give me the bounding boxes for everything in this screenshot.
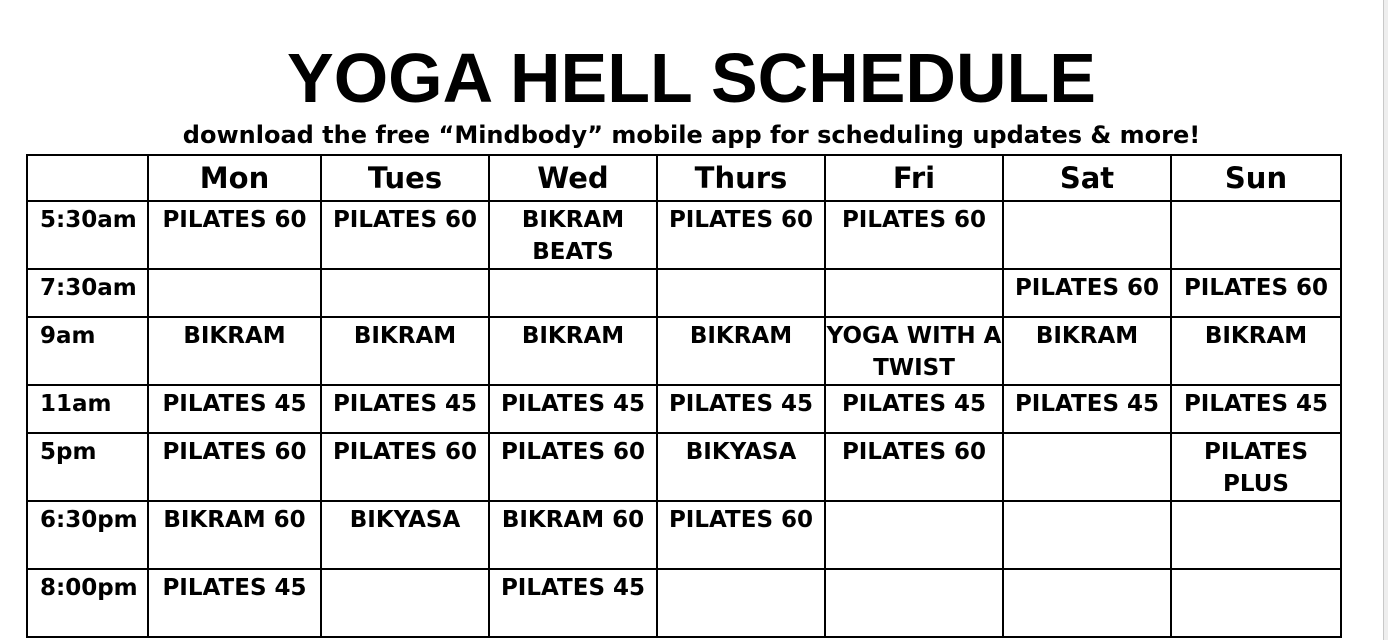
class-cell: [1003, 501, 1171, 569]
class-cell: [825, 501, 1003, 569]
class-cell: [1003, 569, 1171, 637]
class-cell: BIKRAM: [657, 317, 825, 385]
class-cell: BIKRAM: [148, 317, 321, 385]
class-cell: PILATES 45: [321, 385, 489, 433]
day-header-sun: Sun: [1171, 155, 1341, 201]
class-cell: [148, 269, 321, 317]
page-title: YOGA HELL SCHEDULE: [287, 39, 1096, 117]
table-row: [27, 317, 1341, 385]
time-cell: 5:30am: [27, 201, 148, 269]
class-cell: PILATES 60: [657, 501, 825, 569]
class-cell: BIKRAM: [1171, 317, 1341, 385]
class-cell: [321, 269, 489, 317]
table-row: [27, 385, 1341, 433]
class-cell: PILATES 45: [1171, 385, 1341, 433]
class-cell: BIKYASA: [321, 501, 489, 569]
class-cell: [321, 569, 489, 637]
class-cell: PILATES 45: [489, 569, 657, 637]
class-cell: PILATES 45: [825, 385, 1003, 433]
time-cell: 5pm: [27, 433, 148, 501]
table-row: [27, 433, 1341, 501]
class-cell: BIKRAM BEATS: [489, 201, 657, 269]
class-cell: YOGA WITH A TWIST: [825, 317, 1003, 385]
class-cell: BIKRAM: [489, 317, 657, 385]
day-header-wed: Wed: [489, 155, 657, 201]
class-cell: [825, 269, 1003, 317]
class-cell: PILATES 60: [321, 433, 489, 501]
class-cell: [1171, 201, 1341, 269]
class-cell: [1003, 201, 1171, 269]
class-cell: PILATES 60: [1003, 269, 1171, 317]
class-cell: [1171, 501, 1341, 569]
day-header-mon: Mon: [148, 155, 321, 201]
page-subtitle: download the free “Mindbody” mobile app for scheduling updates & more!: [182, 121, 1201, 149]
class-cell: [657, 569, 825, 637]
class-cell: PILATES 45: [148, 385, 321, 433]
time-cell: 11am: [27, 385, 148, 433]
page-edge-shade: [1384, 0, 1388, 640]
class-cell: PILATES 45: [148, 569, 321, 637]
class-cell: PILATES 60: [321, 201, 489, 269]
class-cell: PILATES PLUS: [1171, 433, 1341, 501]
schedule-table: [26, 154, 1342, 638]
table-row: [27, 201, 1341, 269]
class-cell: PILATES 60: [825, 433, 1003, 501]
class-cell: BIKRAM: [321, 317, 489, 385]
class-cell: PILATES 45: [489, 385, 657, 433]
time-cell: 7:30am: [27, 269, 148, 317]
class-cell: BIKRAM 60: [148, 501, 321, 569]
day-header-thurs: Thurs: [657, 155, 825, 201]
day-header-fri: Fri: [825, 155, 1003, 201]
day-header-tues: Tues: [321, 155, 489, 201]
class-cell: [825, 569, 1003, 637]
class-cell: BIKRAM 60: [489, 501, 657, 569]
class-cell: BIKRAM: [1003, 317, 1171, 385]
class-cell: PILATES 60: [657, 201, 825, 269]
day-header-sat: Sat: [1003, 155, 1171, 201]
table-row: [27, 569, 1341, 637]
class-cell: [1003, 433, 1171, 501]
class-cell: PILATES 60: [1171, 269, 1341, 317]
time-cell: 9am: [27, 317, 148, 385]
class-cell: PILATES 60: [148, 433, 321, 501]
class-cell: PILATES 45: [1003, 385, 1171, 433]
class-cell: PILATES 45: [657, 385, 825, 433]
class-cell: PILATES 60: [489, 433, 657, 501]
class-cell: PILATES 60: [825, 201, 1003, 269]
time-cell: 6:30pm: [27, 501, 148, 569]
corner-cell: [27, 155, 148, 201]
time-cell: 8:00pm: [27, 569, 148, 637]
class-cell: [1171, 569, 1341, 637]
class-cell: [657, 269, 825, 317]
table-row: [27, 501, 1341, 569]
class-cell: PILATES 60: [148, 201, 321, 269]
header-row: [27, 155, 1341, 201]
class-cell: BIKYASA: [657, 433, 825, 501]
class-cell: [489, 269, 657, 317]
table-row: [27, 269, 1341, 317]
